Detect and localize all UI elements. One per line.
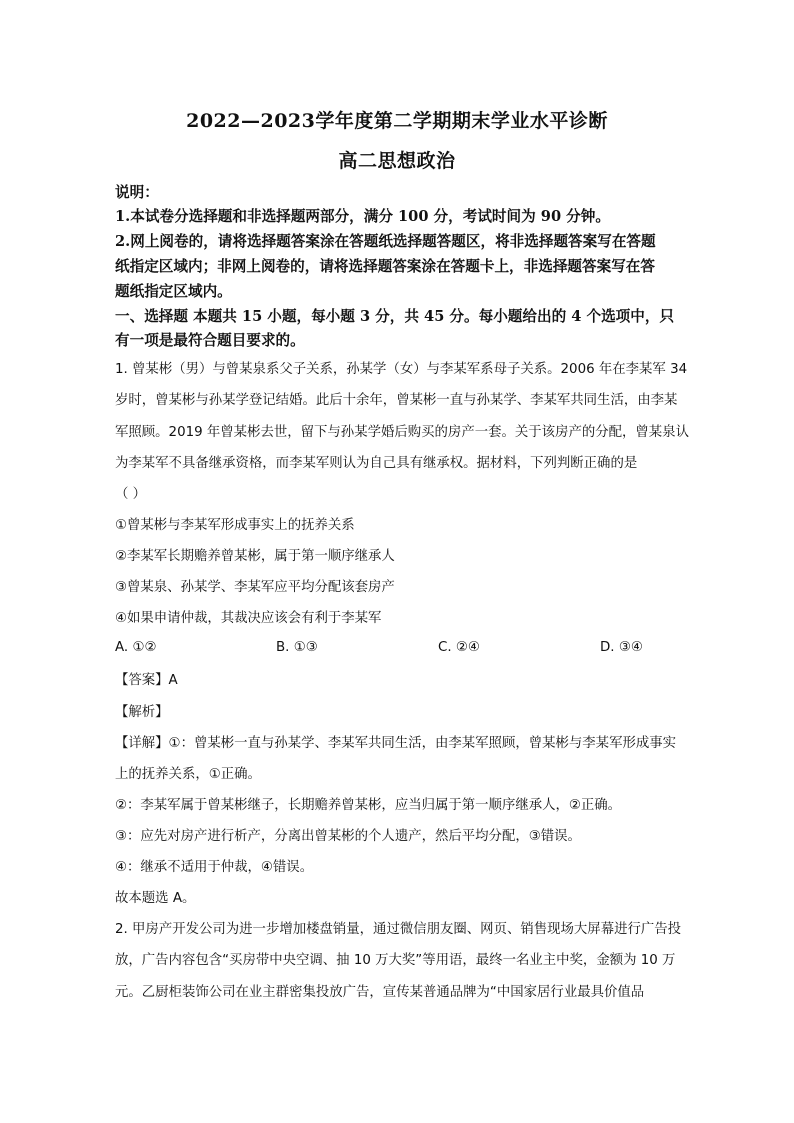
- q1-detail-line-1: 【详解】①：曾某彬一直与孙某学、李某军共同生活，由李某军照顾，曾某彬与李某军形成事实: [115, 736, 677, 751]
- q1-detail-line-3: ②：李某军属于曾某彬继子，长期赡养曾某彬，应当归属于第一顺序继承人，②正确。: [115, 798, 622, 813]
- q1-conclusion: 故本题选 A。: [115, 891, 196, 906]
- instruction-2-line-2: 纸指定区域内；非网上阅卷的，请将选择题答案涂在答题卡上，非选择题答案写在答: [115, 258, 655, 275]
- instruction-2-line-3: 题纸指定区域内。: [115, 283, 232, 300]
- instructions-label: 说明：: [115, 184, 159, 201]
- exam-title: 2022—2023学年度第二学期期末学业水平诊断: [186, 110, 608, 132]
- q1-stem-line-2: 岁时，曾某彬与孙某学登记结婚。此后十余年，曾某彬一直与孙某学、李某军共同生活，由李某: [115, 393, 678, 408]
- section-heading-line-1: 一、选择题 本题共 15 小题，每小题 3 分，共 45 分。每小题给出的 4 个选项中，只: [115, 308, 675, 325]
- q1-statement-2: ②李某军长期赡养曾某彬，属于第一顺序继承人: [115, 549, 395, 564]
- instruction-2-line-1: 2.网上阅卷的，请将选择题答案涂在答题纸选择题答题区，将非选择题答案写在答题: [115, 233, 656, 250]
- q1-option-a: A. ①②: [115, 640, 157, 655]
- q1-statement-4: ④如果申请仲裁，其裁决应该会有利于李某军: [115, 611, 382, 626]
- q1-stem-line-1: 1. 曾某彬（男）与曾某泉系父子关系，孙某学（女）与李某军系母子关系。2006 年在李某军 34: [115, 362, 688, 377]
- q1-answer-bracket: （ ）: [115, 487, 147, 502]
- q1-detail-line-2: 上的抚养关系，①正确。: [115, 767, 261, 782]
- section-heading-line-2: 有一项是最符合题目要求的。: [115, 332, 305, 349]
- q1-stem-line-4: 为李某军不具备继承资格，而李某军则认为自己具有继承权。据材料，下列判断正确的是: [115, 456, 638, 471]
- q1-detail-line-4: ③：应先对房产进行析产，分离出曾某彬的个人遗产，然后平均分配，③错误。: [115, 829, 581, 844]
- q2-line-2: 放，广告内容包含“买房带中央空调、抽 10 万大奖”等用语，最终一名业主中奖，金额为 10 万: [115, 953, 676, 968]
- q1-analysis-label: 【解析】: [115, 705, 169, 720]
- q1-option-d: D. ③④: [600, 640, 643, 655]
- q1-statement-3: ③曾某泉、孙某学、李某军应平均分配该套房产: [115, 580, 395, 595]
- q1-statement-1: ①曾某彬与李某军形成事实上的抚养关系: [115, 518, 355, 533]
- q2-line-1: 2. 甲房产开发公司为进一步增加楼盘销量，通过微信朋友圈、网页、销售现场大屏幕进行广告投: [115, 922, 682, 937]
- q1-detail-line-5: ④：继承不适用于仲裁，④错误。: [115, 860, 314, 875]
- q2-line-3: 元。乙厨柜装饰公司在业主群密集投放广告，宣传某普通品牌为“中国家居行业最具价值品: [115, 985, 645, 1000]
- q1-option-c: C. ②④: [438, 640, 480, 655]
- q1-answer: 【答案】A: [115, 673, 178, 688]
- q1-option-b: B. ①③: [276, 640, 318, 655]
- instruction-1: 1.本试卷分选择题和非选择题两部分，满分 100 分，考试时间为 90 分钟。: [115, 208, 610, 225]
- q1-stem-line-3: 军照顾。2019 年曾某彬去世，留下与孙某学婚后购买的房产一套。关于该房产的分配，曾某泉认: [115, 425, 689, 440]
- exam-subject: 高二思想政治: [338, 150, 456, 172]
